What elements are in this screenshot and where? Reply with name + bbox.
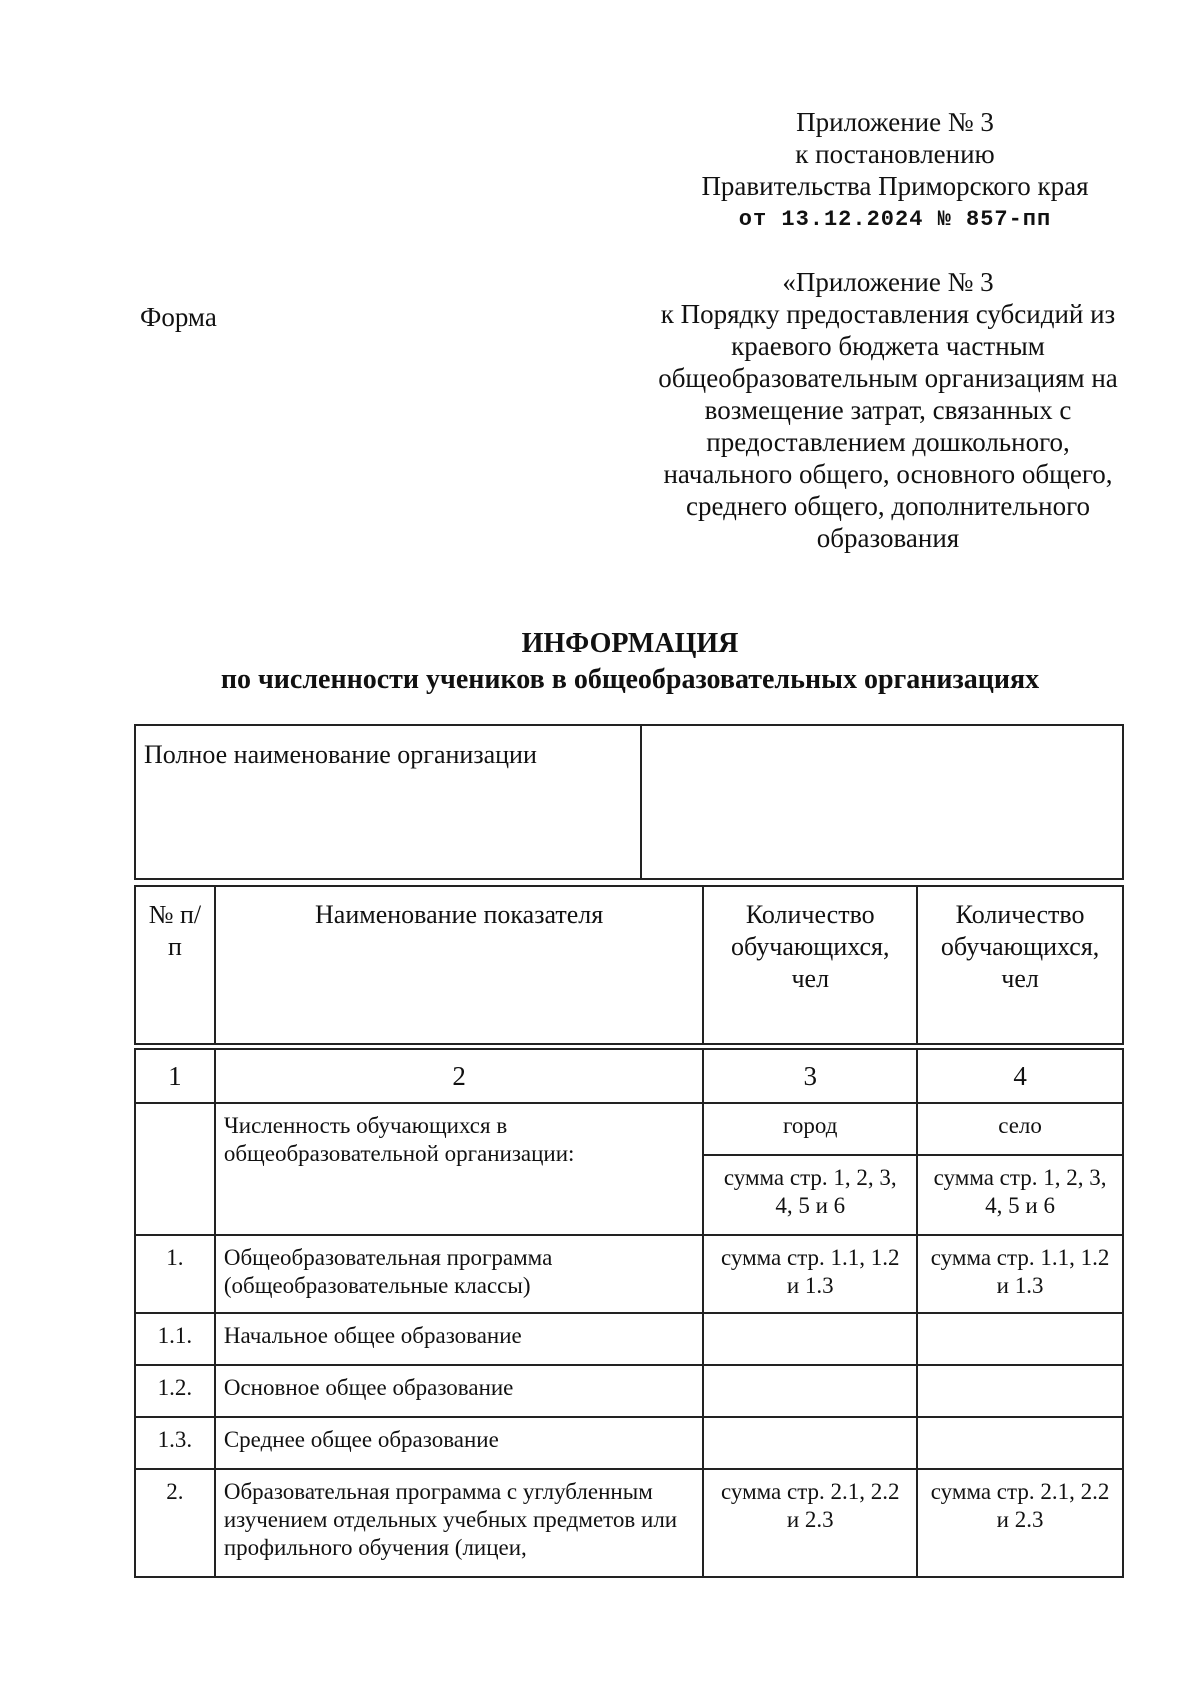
procedure-line: образования bbox=[816, 523, 960, 553]
row-col3[interactable] bbox=[703, 1417, 917, 1469]
total-village: село bbox=[917, 1103, 1123, 1155]
col-number: 4 bbox=[917, 1049, 1123, 1103]
total-city-sum: сумма стр. 1, 2, 3, 4, 5 и 6 bbox=[703, 1155, 917, 1235]
table-row bbox=[135, 1313, 1123, 1365]
procedure-line: краевого бюджета частным bbox=[731, 331, 1045, 361]
total-row bbox=[135, 1103, 1123, 1155]
row-col4[interactable] bbox=[917, 1365, 1123, 1417]
procedure-header bbox=[618, 266, 1158, 554]
table-row bbox=[135, 1469, 1123, 1577]
row-num: 1.1. bbox=[135, 1313, 215, 1365]
row-col4[interactable]: сумма стр. 1.1, 1.2 и 1.3 bbox=[917, 1235, 1123, 1313]
row-col3[interactable]: сумма стр. 1.1, 1.2 и 1.3 bbox=[703, 1235, 917, 1313]
document-title bbox=[150, 626, 1110, 698]
procedure-line: «Приложение № 3 bbox=[782, 267, 994, 297]
total-village-sum: сумма стр. 1, 2, 3, 4, 5 и 6 bbox=[917, 1155, 1123, 1235]
title-main: ИНФОРМАЦИЯ bbox=[521, 628, 739, 659]
header-num: № п/п bbox=[135, 886, 215, 1044]
row-name: Общеобразовательная программа (общеобразовательные классы) bbox=[215, 1235, 704, 1313]
row-col4[interactable] bbox=[917, 1417, 1123, 1469]
column-number-row bbox=[135, 1049, 1123, 1103]
total-label: Численность обучающихся в общеобразовательной организации: bbox=[215, 1103, 704, 1235]
appendix-line: Приложение № 3 bbox=[796, 107, 994, 137]
table-row bbox=[135, 1417, 1123, 1469]
header-indicator: Наименование показателя bbox=[215, 886, 704, 1044]
table-row bbox=[135, 1235, 1123, 1313]
procedure-line: общеобразовательным организациям на bbox=[658, 363, 1118, 393]
procedure-line: к Порядку предоставления субсидий из bbox=[660, 299, 1116, 329]
row-num: 1.3. bbox=[135, 1417, 215, 1469]
row-name: Начальное общее образование bbox=[215, 1313, 704, 1365]
row-num: 2. bbox=[135, 1469, 215, 1577]
row-name: Основное общее образование bbox=[215, 1365, 704, 1417]
row-col3[interactable] bbox=[703, 1365, 917, 1417]
students-table bbox=[134, 885, 1124, 1578]
total-city: город bbox=[703, 1103, 917, 1155]
decree-stamp: от 13.12.2024 № 857-пп bbox=[738, 207, 1052, 232]
org-table bbox=[134, 724, 1124, 880]
col-number: 2 bbox=[215, 1049, 704, 1103]
total-num bbox=[135, 1103, 215, 1235]
row-col4[interactable] bbox=[917, 1313, 1123, 1365]
org-name-field[interactable] bbox=[641, 725, 1123, 879]
procedure-line: начального общего, основного общего, bbox=[663, 459, 1113, 489]
org-label: Полное наименование организации bbox=[135, 725, 641, 879]
appendix-line: Правительства Приморского края bbox=[701, 171, 1089, 201]
row-num: 1. bbox=[135, 1235, 215, 1313]
appendix-header bbox=[660, 106, 1130, 236]
procedure-line: среднего общего, дополнительного bbox=[686, 491, 1090, 521]
row-col4[interactable]: сумма стр. 2.1, 2.2 и 2.3 bbox=[917, 1469, 1123, 1577]
col-number: 3 bbox=[703, 1049, 917, 1103]
procedure-line: предоставлением дошкольного, bbox=[706, 427, 1070, 457]
form-label: Форма bbox=[140, 302, 217, 332]
header-count-3: Количество обучающихся, чел bbox=[703, 886, 917, 1044]
procedure-line: возмещение затрат, связанных с bbox=[704, 395, 1072, 425]
header-row bbox=[135, 886, 1123, 1044]
table-row bbox=[135, 1365, 1123, 1417]
appendix-line: к постановлению bbox=[795, 139, 995, 169]
col-number: 1 bbox=[135, 1049, 215, 1103]
title-sub: по численности учеников в общеобразовательных организациях bbox=[220, 664, 1040, 695]
row-num: 1.2. bbox=[135, 1365, 215, 1417]
row-col3[interactable]: сумма стр. 2.1, 2.2 и 2.3 bbox=[703, 1469, 917, 1577]
row-col3[interactable] bbox=[703, 1313, 917, 1365]
row-name: Образовательная программа с углубленным изучением отдельных учебных предметов или профильного обучения (лицеи, bbox=[215, 1469, 704, 1577]
row-name: Среднее общее образование bbox=[215, 1417, 704, 1469]
header-count-4: Количество обучающихся, чел bbox=[917, 886, 1123, 1044]
